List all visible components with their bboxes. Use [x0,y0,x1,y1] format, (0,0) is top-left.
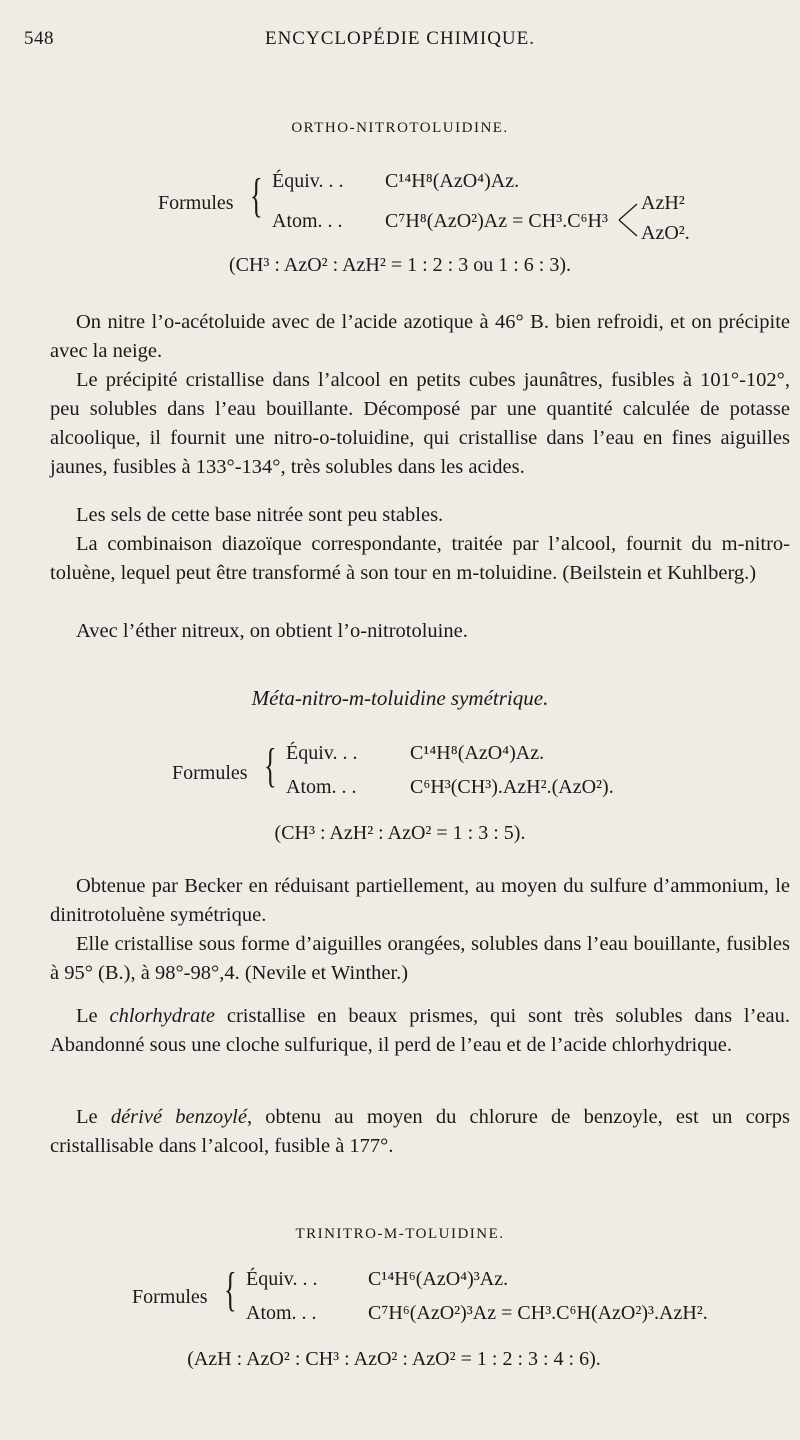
paragraph-prefix: Le [76,1005,110,1027]
atom-label: Atom. . . [246,1302,317,1324]
paragraph [50,1103,790,1161]
running-header [0,28,800,52]
paragraph-rest: cristallise en beaux prismes, qui sont très solubles dans l’eau. Abandonné sous une cloche sulfurique, il perd de l’eau et de l’acide chlorhydrique. [50,1005,790,1056]
paragraph: Le précipité cristallise dans l’alcool en petits cubes jaunâtres, fusibles à 101°-102°, peu solubles dans l’eau bouillante. Décomposé par une quantité calculée de potasse alcoolique, il fournit une nitro-o-toluidine, qui cristallise dans l’eau en fines aiguilles jaunes, fusibles à 133°-134°, très solubles dans les acides. [50,369,790,478]
formulas-label: Formules [132,1286,208,1308]
ratio-line: (CH³ : AzO² : AzH² = 1 : 2 : 3 ou 1 : 6 : 3). [228,254,572,276]
paragraph-prefix: Le [76,1106,111,1128]
paragraph: On nitre l’o-acétoluide avec de l’acide azotique à 46° B. bien refroidi, et on précipite avec la neige. [50,311,790,362]
formulas-label: Formules [158,192,234,214]
section-title: Méta-nitro-m-toluidine symétrique. [251,686,549,710]
equiv-formula: C¹⁴H⁸(AzO⁴)Az. [410,742,545,764]
branch-bottom: AzO². [641,222,690,244]
formulas-label: Formules [172,762,248,784]
atom-formula: C⁷H⁶(AzO²)³Az = CH³.C⁶H(AzO²)³.AzH². [368,1302,708,1324]
paragraph: Elle cristallise sous forme d’aiguilles orangées, solubles dans l’eau bouillante, fusibles à 95° (B.), à 98°-98°,4. (Nevile et Winther.) [50,933,790,984]
emphasis-term: dérivé benzoylé [110,1106,247,1128]
equiv-label: Équiv. . . [272,170,344,192]
equiv-formula: C¹⁴H⁶(AzO⁴)³Az. [368,1268,509,1290]
running-title: ENCYCLOPÉDIE CHIMIQUE. [264,28,536,49]
section-title: ORTHO-NITROTOLUIDINE. [291,120,509,136]
atom-label: Atom. . . [272,210,343,232]
section-title: TRINITRO-M-TOLUIDINE. [295,1226,505,1242]
emphasis-term: chlorhydrate [109,1005,215,1027]
branch-lines-glyph [617,200,639,240]
paragraph-rest: , obtenu au moyen du chlorure de benzoyle, est un corps cristallisable dans l’alcool, fusible à 177°. [50,1106,790,1157]
paragraph: Obtenue par Becker en réduisant partiellement, au moyen du sulfure d’ammonium, le dinitrotoluène symétrique. [50,875,790,926]
branch-top: AzH² [641,192,685,214]
atom-formula: C⁷H⁸(AzO²)Az = CH³.C⁶H³ [385,210,608,232]
paragraph [50,1002,790,1060]
atom-label: Atom. . . [286,776,357,798]
page-number: 548 [24,28,54,49]
equiv-label: Équiv. . . [286,742,358,764]
brace-glyph: { [250,169,263,222]
equiv-formula: C¹⁴H⁸(AzO⁴)Az. [385,170,520,192]
brace-glyph: { [224,1263,237,1316]
paragraph: Les sels de cette base nitrée sont peu stables. [76,504,444,526]
paragraph: Avec l’éther nitreux, on obtient l’o-nitrotoluine. [76,620,468,642]
ratio-line: (AzH : AzO² : CH³ : AzO² : AzO² = 1 : 2 : 3 : 4 : 6). [187,1348,601,1370]
brace-glyph: { [264,739,277,792]
ratio-line: (CH³ : AzH² : AzO² = 1 : 3 : 5). [274,822,526,844]
atom-formula: C⁶H³(CH³).AzH².(AzO²). [410,776,614,798]
paragraph: La combinaison diazoïque correspondante, traitée par l’alcool, fournit du m-nitro-toluène, lequel peut être transformé à son tour en m-toluidine. (Beilstein et Kuhlberg.) [50,533,790,584]
equiv-label: Équiv. . . [246,1268,318,1290]
